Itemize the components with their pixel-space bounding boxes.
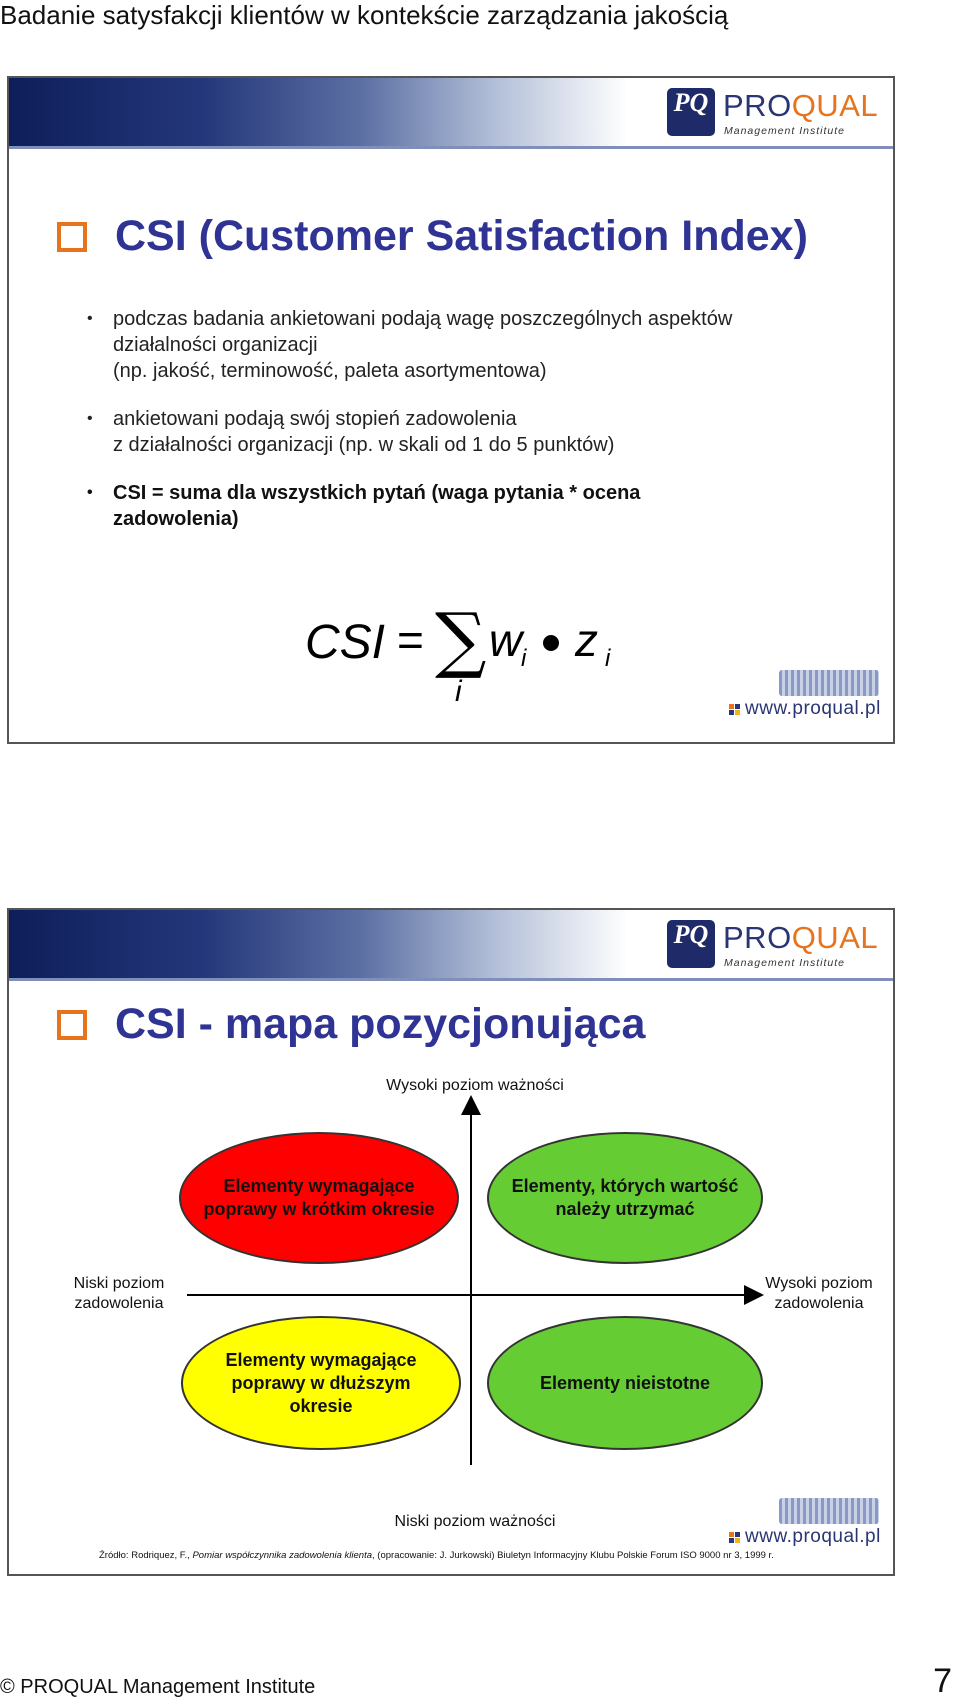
positioning-map-axes — [9, 910, 895, 1576]
header-divider — [9, 146, 893, 149]
flag-icon — [729, 1532, 741, 1544]
skyline-icon — [779, 670, 879, 696]
satisfaction-index: i — [605, 645, 611, 672]
formula-lhs: CSI — [305, 616, 386, 669]
website-url[interactable]: www.proqual.pl — [745, 1526, 881, 1547]
footer-logo — [729, 1498, 879, 1548]
quadrant-improve-short-term: Elementy wymagające poprawy w krótkim okresie — [179, 1132, 459, 1264]
bullet-list — [113, 306, 843, 554]
formula-satisfaction: z — [575, 614, 598, 666]
axis-label-left: Niski poziom zadowolenia — [73, 1275, 165, 1312]
formula-weight: w — [489, 614, 523, 666]
logo-mark-glyph: PQ — [673, 88, 709, 117]
page-number: 7 — [933, 1662, 952, 1700]
title-checkbox-icon — [57, 222, 87, 252]
proqual-logo — [667, 88, 879, 140]
website-url[interactable]: www.proqual.pl — [745, 698, 881, 719]
axis-label-right: Wysoki poziom zadowolenia — [765, 1275, 873, 1312]
slide-title-text: CSI (Customer Satisfaction Index) — [115, 212, 808, 260]
flag-icon — [729, 704, 741, 716]
page-footer-copyright: © PROQUAL Management Institute — [0, 1676, 316, 1698]
formula-equals: = — [397, 614, 424, 666]
logo-subtitle: Management Institute — [724, 957, 845, 969]
slide-csi-definition — [7, 76, 895, 744]
slide-positioning-map — [7, 908, 895, 1576]
logo-subtitle: Management Institute — [724, 125, 845, 137]
bullet-item: • CSI = suma dla wszystkich pytań (waga pytania * ocena zadowolenia) — [113, 480, 843, 532]
quadrant-improve-long-term: Elementy wymagające poprawy w dłuższym okresie — [181, 1316, 461, 1450]
logo-wordmark: PROQUAL — [723, 920, 879, 955]
axis-label-bottom: Niski poziom ważności — [394, 1513, 556, 1530]
footer-logo — [729, 670, 879, 720]
document-header-title: Badanie satysfakcji klientów w kontekście zarządzania jakością — [0, 0, 729, 30]
skyline-icon — [779, 1498, 879, 1524]
multiplication-dot — [543, 635, 559, 651]
logo-wordmark: PROQUAL — [723, 88, 879, 123]
axis-label-top: Wysoki poziom ważności — [386, 1077, 564, 1094]
source-citation: Źródło: Rodriquez, F., Pomiar współczynnika zadowolenia klienta, (opracowanie: J. Jurkowski) Biuletyn Informacyjny Klubu Polskie Forum ISO 9000 nr 3, 1999 r. — [99, 1550, 774, 1561]
logo-mark-glyph: PQ — [673, 920, 709, 949]
csi-formula — [305, 597, 645, 713]
bullet-item: • ankietowani podają swój stopień zadowolenia z działalności organizacji (np. w skali od 1 do 5 punktów) — [113, 406, 843, 458]
quadrant-insignificant: Elementy nieistotne — [487, 1316, 763, 1450]
quadrant-maintain: Elementy, których wartość należy utrzymać — [487, 1132, 763, 1264]
bullet-item: • podczas badania ankietowani podają wagę poszczególnych aspektów działalności organizacji (np. jakość, terminowość, paleta asortymentowa) — [113, 306, 843, 384]
slide-title-text: CSI - mapa pozycjonująca — [115, 1000, 646, 1048]
weight-index: i — [521, 645, 527, 672]
summation-symbol: ∑ — [435, 597, 487, 681]
summation-index: i — [455, 675, 462, 708]
